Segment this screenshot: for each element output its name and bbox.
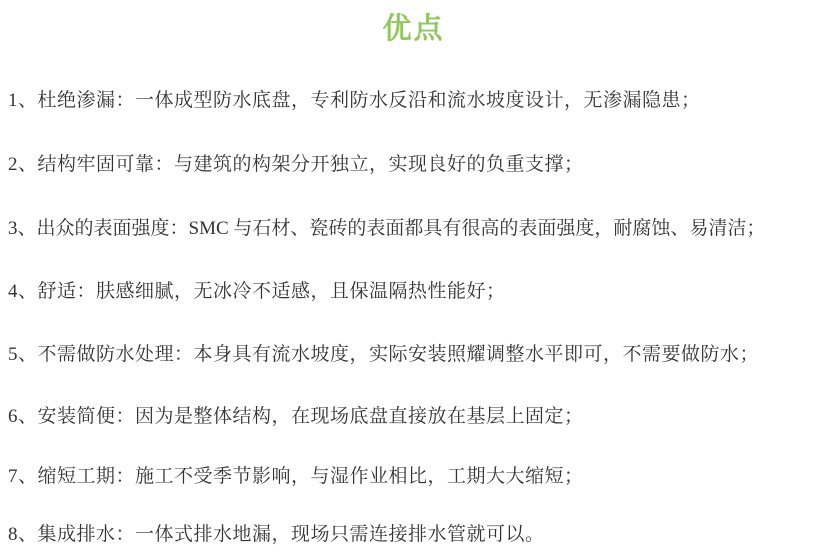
list-item: 7、缩短工期：施工不受季节影响，与湿作业相比，工期大大缩短；	[8, 466, 584, 487]
page-title: 优点	[382, 13, 445, 45]
list-item: 6、安装简便：因为是整体结构，在现场底盘直接放在基层上固定；	[8, 406, 584, 427]
list-item: 2、结构牢固可靠：与建筑的构架分开独立，实现良好的负重支撑；	[8, 154, 584, 175]
list-item: 5、不需做防水处理：本身具有流水坡度，实际安装照耀调整水平即可，不需要做防水；	[8, 344, 760, 365]
list-item: 8、集成排水：一体式排水地漏，现场只需连接排水管就可以。	[8, 524, 545, 545]
list-item: 1、杜绝渗漏：一体成型防水底盘，专利防水反沿和流水坡度设计，无渗漏隐患；	[8, 90, 701, 111]
list-item: 4、舒适：肤感细腻，无冰冷不适感，且保温隔热性能好；	[8, 281, 506, 302]
list-item: 3、出众的表面强度：SMC 与石材、瓷砖的表面都具有很高的表面强度，耐腐蚀、易清洁；	[8, 218, 766, 239]
